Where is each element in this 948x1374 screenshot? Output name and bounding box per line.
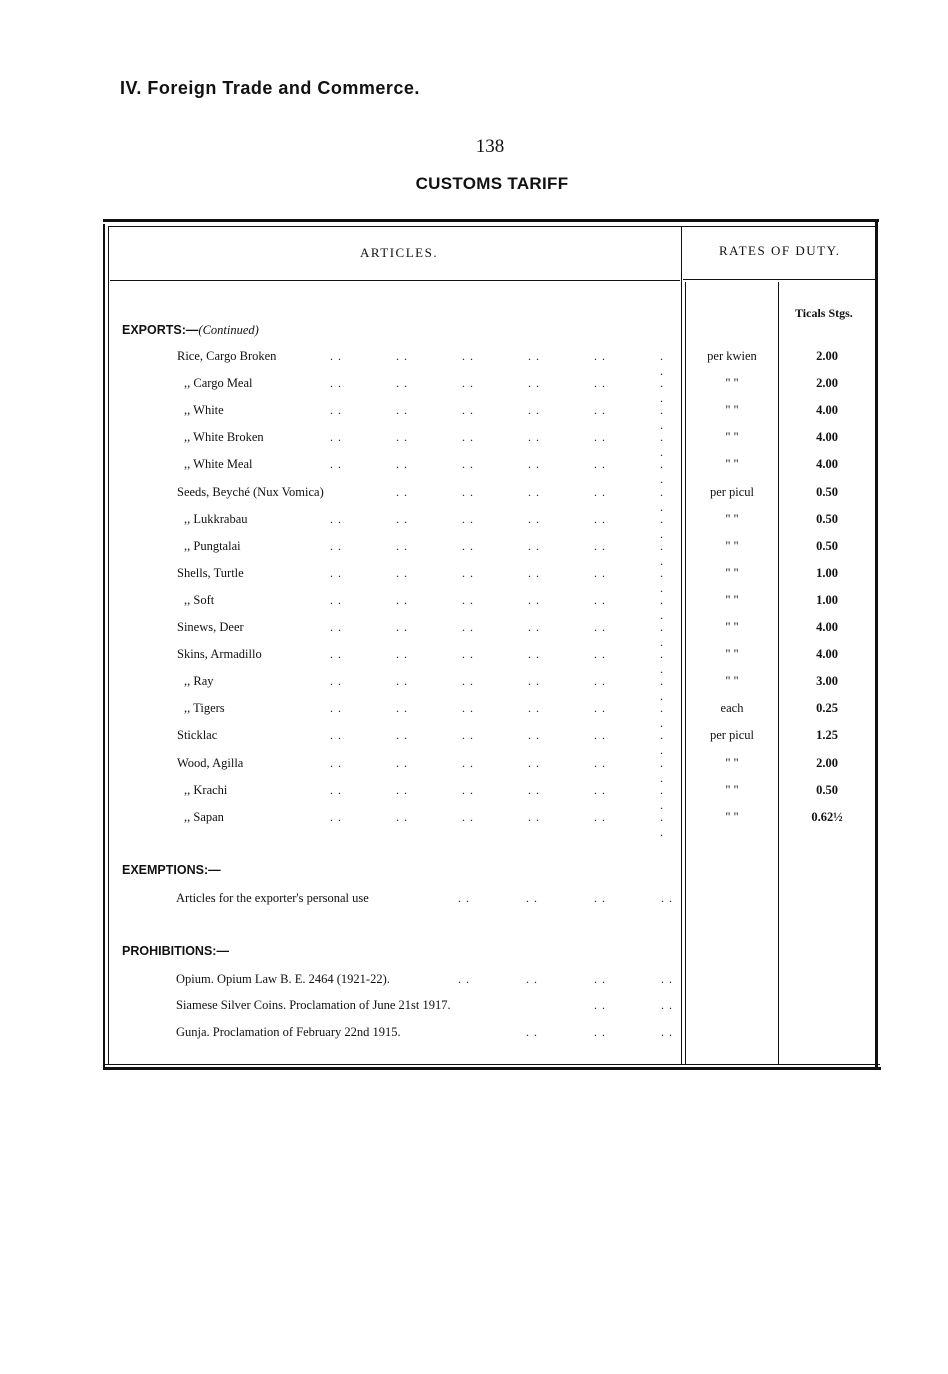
article-name: ,, White Meal	[184, 457, 253, 471]
rates-column-header: RATES OF DUTY.	[719, 243, 841, 258]
leader-dots: . . . . . . . . . . . .	[330, 566, 664, 595]
duty-rate: 1.00	[816, 566, 838, 580]
duty-unit: " "	[725, 783, 739, 797]
leader-dots: . . . . . . . . . .	[396, 485, 664, 514]
duty-rate: 0.62½	[811, 810, 843, 824]
table-row	[0, 674, 948, 703]
table-row	[0, 701, 948, 730]
column-divider-rates	[778, 282, 779, 1064]
article-name: Rice, Cargo Broken	[177, 349, 277, 363]
article-name: Sinews, Deer	[177, 620, 244, 634]
prohibition-item: Opium. Opium Law B. E. 2464 (1921-22).	[176, 972, 390, 986]
table-row	[0, 539, 948, 568]
right-rule	[875, 220, 878, 1068]
leader-dots: . . . . . . . . . . . .	[330, 349, 664, 378]
article-name: Seeds, Beyché (Nux Vomica)	[177, 485, 324, 499]
prohibitions-heading: PROHIBITIONS:—	[122, 944, 229, 958]
exports-heading	[122, 323, 259, 338]
duty-unit: " "	[725, 430, 739, 444]
leader-dots: . . . . . . . . . . . .	[330, 512, 664, 541]
top-rule-thick	[103, 219, 879, 222]
table-row	[0, 430, 948, 459]
duty-rate: 4.00	[816, 647, 838, 661]
table-row	[0, 810, 948, 839]
leader-dots: . . . . . . . . . . . .	[330, 620, 664, 649]
leader-dots: . . . . . . . . . . . .	[330, 593, 664, 622]
duty-rate: 3.00	[816, 674, 838, 688]
article-name: Sticklac	[177, 728, 218, 742]
duty-unit: " "	[725, 539, 739, 553]
table-row	[0, 783, 948, 812]
duty-rate: 0.50	[816, 783, 838, 797]
table-row	[0, 403, 948, 432]
duty-unit: per picul	[709, 485, 755, 499]
page-header: IV. Foreign Trade and Commerce.	[120, 78, 420, 98]
article-name: ,, White	[184, 403, 224, 417]
article-name: ,, Tigers	[184, 701, 225, 715]
table-row	[0, 756, 948, 785]
duty-unit: " "	[725, 457, 739, 471]
page-number: 138	[475, 136, 505, 157]
exemption-item: Articles for the exporter's personal use	[176, 891, 369, 905]
article-name: ,, Lukkrabau	[184, 512, 248, 526]
exemption-leader: . . . . . . . .	[458, 891, 673, 905]
table-row	[0, 566, 948, 595]
leader-dots: . . . . . . . . . . . .	[330, 701, 664, 730]
leader-dots: . . . . . . . . . . . .	[330, 376, 664, 405]
article-name: ,, Ray	[184, 674, 214, 688]
duty-rate: 0.50	[816, 485, 838, 499]
leader-dots: . . . . . . . . . . . .	[330, 783, 664, 812]
table-row	[0, 376, 948, 405]
bottom-rule-thin	[104, 1064, 880, 1065]
header-rule-articles	[110, 280, 680, 281]
duty-rate: 2.00	[816, 756, 838, 770]
top-rule-thin	[108, 226, 878, 227]
duty-unit: per kwien	[707, 349, 757, 363]
leader-dots: . . . . . . . . . . . .	[330, 403, 664, 432]
leader-dots: . . . . . . . . . . . .	[330, 647, 664, 676]
table-row	[0, 593, 948, 622]
prohibition-leader: . . . . . .	[526, 1025, 673, 1039]
duty-rate: 2.00	[816, 376, 838, 390]
duty-unit: " "	[725, 566, 739, 580]
prohibition-leader: . . . . . . . .	[458, 972, 673, 986]
article-name: Shells, Turtle	[177, 566, 244, 580]
duty-unit: " "	[725, 512, 739, 526]
duty-unit: " "	[725, 376, 739, 390]
duty-rate: 1.00	[816, 593, 838, 607]
table-row	[0, 728, 948, 757]
prohibition-item: Siamese Silver Coins. Proclamation of June 21st 1917.	[176, 998, 451, 1012]
article-name: ,, Krachi	[184, 783, 228, 797]
leader-dots: . . . . . . . . . . . .	[330, 810, 664, 839]
article-name: ,, White Broken	[184, 430, 264, 444]
duty-rate: 2.00	[816, 349, 838, 363]
duty-rate: 4.00	[816, 457, 838, 471]
duty-rate: 0.50	[816, 512, 838, 526]
exemptions-heading: EXEMPTIONS:—	[122, 863, 221, 877]
article-name: ,, Sapan	[184, 810, 224, 824]
table-row	[0, 512, 948, 541]
duty-unit: " "	[725, 593, 739, 607]
article-name: Wood, Agilla	[177, 756, 244, 770]
duty-unit: " "	[725, 810, 739, 824]
article-name: Skins, Armadillo	[177, 647, 262, 661]
leader-dots: . . . . . . . . . . . .	[330, 457, 664, 486]
leader-dots: . . . . . . . . . . . .	[330, 728, 664, 757]
duty-unit: per picul	[709, 728, 755, 742]
leader-dots: . . . . . . . . . . . .	[330, 539, 664, 568]
table-row	[0, 457, 948, 486]
leader-dots: . . . . . . . . . . . .	[330, 674, 664, 703]
header-rule-rates	[683, 279, 875, 280]
table-row	[0, 620, 948, 649]
exports-heading-note: (Continued)	[198, 323, 259, 337]
duty-rate: 4.00	[816, 620, 838, 634]
duty-rate: 4.00	[816, 403, 838, 417]
duty-unit: " "	[725, 620, 739, 634]
prohibition-item: Gunja. Proclamation of February 22nd 1915.	[176, 1025, 401, 1039]
prohibition-leader: . . . .	[594, 998, 673, 1012]
table-row	[0, 349, 948, 378]
exports-heading-label: EXPORTS:—	[122, 323, 199, 337]
duty-unit: " "	[725, 674, 739, 688]
duty-rate: 0.25	[816, 701, 838, 715]
articles-column-header: ARTICLES.	[360, 245, 439, 260]
column-divider-articles-2	[685, 282, 686, 1064]
currency-units-header: Ticals Stgs.	[795, 306, 853, 320]
duty-rate: 1.25	[816, 728, 838, 742]
duty-unit: " "	[725, 403, 739, 417]
duty-unit: " "	[725, 647, 739, 661]
leader-dots: . . . . . . . . . . . .	[330, 756, 664, 785]
document-title: CUSTOMS TARIFF	[415, 174, 569, 193]
table-row	[0, 485, 948, 514]
duty-rate: 0.50	[816, 539, 838, 553]
article-name: ,, Pungtalai	[184, 539, 241, 553]
duty-unit: " "	[725, 756, 739, 770]
table-row	[0, 647, 948, 676]
leader-dots: . . . . . . . . . . . .	[330, 430, 664, 459]
article-name: ,, Cargo Meal	[184, 376, 253, 390]
duty-unit: each	[720, 701, 744, 715]
duty-rate: 4.00	[816, 430, 838, 444]
article-name: ,, Soft	[184, 593, 215, 607]
bottom-rule-thick	[103, 1067, 881, 1070]
